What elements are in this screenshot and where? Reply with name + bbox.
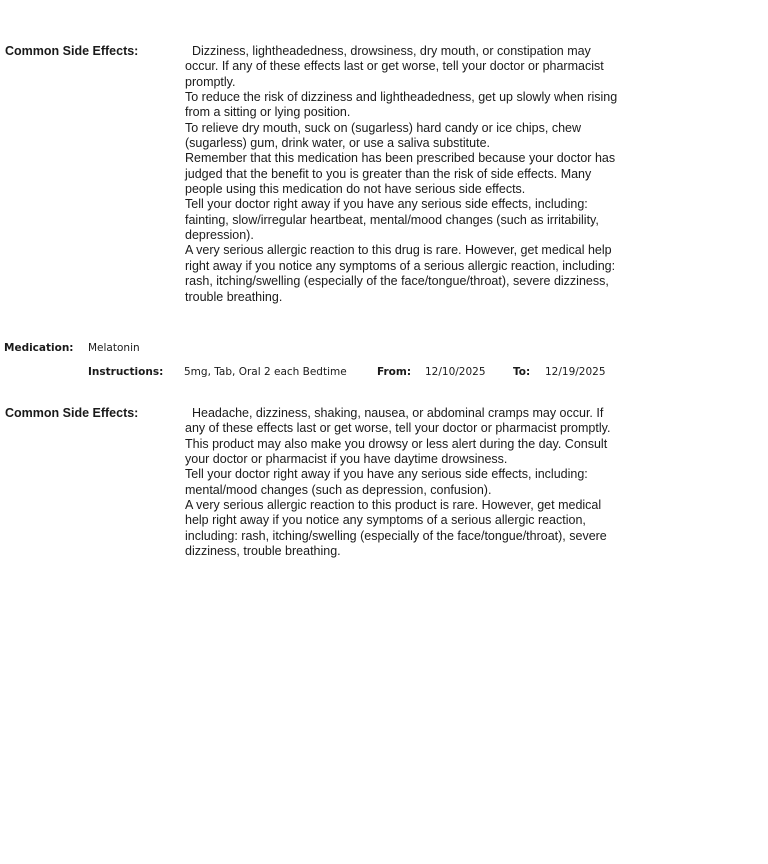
- from-label: From:: [377, 366, 412, 378]
- side-effects-label: Common Side Effects:: [5, 44, 139, 58]
- side-effects-text: [185, 406, 625, 559]
- side-effects-text: [185, 44, 625, 305]
- side-effects-label: Common Side Effects:: [5, 406, 139, 420]
- side-effects-paragraph: Headache, dizziness, shaking, nausea, or abdominal cramps may occur. If any of these effects last or get worse, tell your doctor or pharmacist promptly. This product may also make you drowsy or less alert during the day. Consult your doctor or pharmacist if you have daytime drowsiness.: [185, 406, 611, 467]
- medication-label: Medication:: [4, 342, 74, 354]
- side-effects-paragraph: Tell your doctor right away if you have any serious side effects, including: fainting, slow/irregular heartbeat, mental/mood changes (such as irritability, depression).: [185, 197, 599, 243]
- to-date: 12/19/2025: [545, 366, 606, 378]
- side-effects-paragraph: To relieve dry mouth, suck on (sugarless) hard candy or ice chips, chew (sugarless) gum, drink water, or use a saliva substitute.: [185, 120, 582, 151]
- side-effects-paragraph: Remember that this medication has been prescribed because your doctor has judged that the benefit to you is greater than the risk of side effects. Many people using this medication do not have serious side effects.: [185, 151, 616, 197]
- from-date: 12/10/2025: [425, 366, 486, 378]
- side-effects-paragraph: Tell your doctor right away if you have any serious side effects, including: mental/mood changes (such as depression, confusion).: [185, 467, 588, 497]
- to-label: To:: [513, 366, 531, 378]
- medication-name: Melatonin: [88, 342, 140, 354]
- instructions-label: Instructions:: [88, 366, 164, 378]
- side-effects-paragraph: A very serious allergic reaction to this product is rare. However, get medical help right away if you notice any symptoms of a serious allergic reaction, including: rash, itching/swelling (especially of the face/tongue/throat), severe dizziness, trouble breathing.: [185, 498, 607, 559]
- side-effects-paragraph: Dizziness, lightheadedness, drowsiness, dry mouth, or constipation may occur. If any of these effects last or get worse, tell your doctor or pharmacist promptly.: [185, 44, 604, 89]
- instructions-value: 5mg, Tab, Oral 2 each Bedtime: [184, 366, 347, 378]
- side-effects-paragraph: A very serious allergic reaction to this drug is rare. However, get medical help right away if you notice any symptoms of a serious allergic reaction, including: rash, itching/swelling (especially of the face/tongue/throat), severe dizziness, trouble breathing.: [185, 243, 616, 304]
- side-effects-paragraph: To reduce the risk of dizziness and lightheadedness, get up slowly when rising from a sitting or lying position.: [185, 90, 618, 120]
